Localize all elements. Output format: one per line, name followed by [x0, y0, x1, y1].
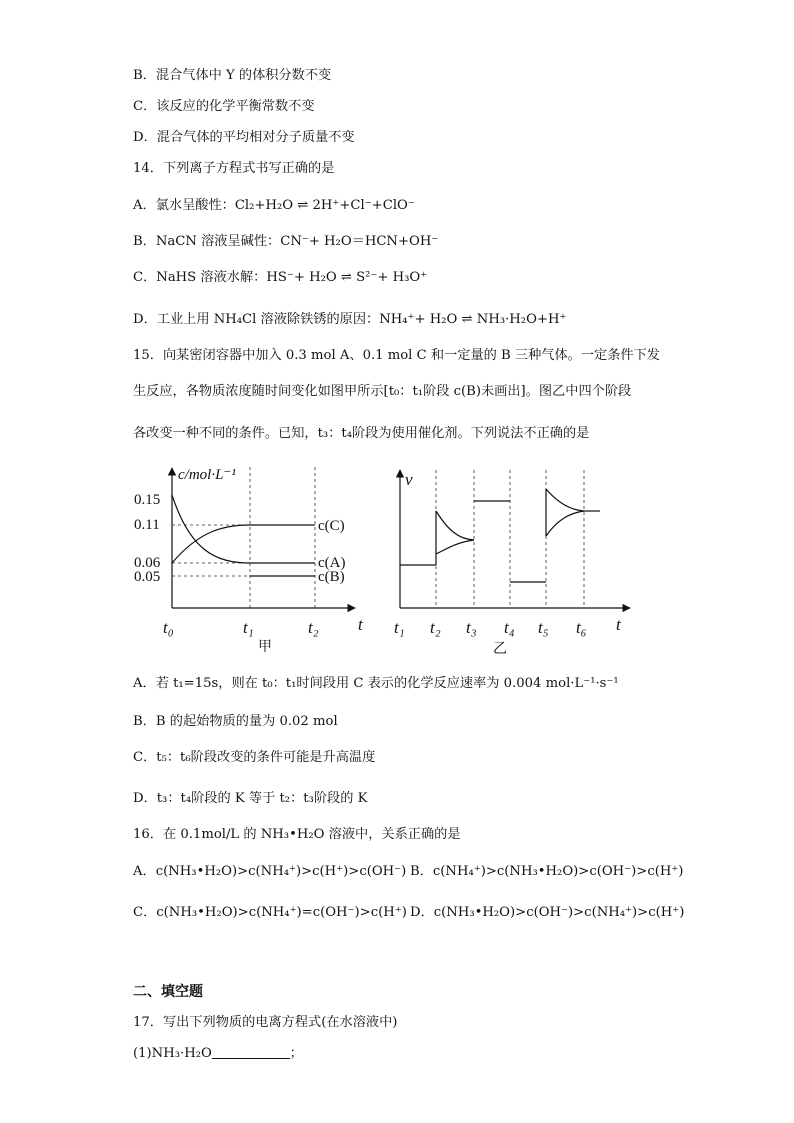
q13-option-b: B．混合气体中 Y 的体积分数不变 [133, 68, 332, 83]
q16-option-b: B．c(NH₄⁺)>c(NH₃•H₂O)>c(OH⁻)>c(H⁺) [410, 864, 684, 879]
jia-xtick-t2: t₂ [308, 618, 319, 637]
yi-ylabel: v [405, 470, 413, 489]
q13-option-d: D．混合气体的平均相对分子质量不变 [133, 130, 355, 145]
jia-legend-c: c(C) [318, 518, 345, 534]
yi-curve-2b [436, 540, 474, 554]
yi-xtick-t4: t₄ [504, 618, 515, 637]
yi-xtick-t6: t₆ [576, 618, 587, 637]
q17-stem: 17．写出下列物质的电离方程式(在水溶液中) [133, 1015, 398, 1030]
q14-option-b: B．NaCN 溶液呈碱性：CN⁻+ H₂O＝HCN+OH⁻ [133, 234, 439, 249]
q14-option-d: D．工业上用 NH₄Cl 溶液除铁锈的原因：NH₄⁺+ H₂O ⇌ NH₃·H₂O+H⁺ [133, 312, 567, 327]
q15-stem-line3: 各改变一种不同的条件。已知，t₃：t₄阶段为使用催化剂。下列说法不正确的是 [133, 426, 590, 441]
q14-stem: 14．下列离子方程式书写正确的是 [133, 161, 335, 176]
jia-ytick-0.15: 0.15 [134, 492, 161, 508]
q13-option-c: C．该反应的化学平衡常数不变 [133, 99, 315, 114]
q17-part1-answer-blank[interactable] [212, 1045, 290, 1059]
jia-caption: 甲 [258, 640, 272, 655]
yi-xtick-t5: t₅ [538, 618, 549, 637]
yi-xtick-t2: t₂ [430, 618, 441, 637]
q14-option-a: A．氯水呈酸性：Cl₂+H₂O ⇌ 2H⁺+Cl⁻+ClO⁻ [133, 198, 415, 213]
yi-curve-2a [436, 511, 474, 540]
q16-option-a: A．c(NH₃•H₂O)>c(NH₄⁺)>c(H⁺)>c(OH⁻) [133, 864, 407, 879]
q14-option-c: C．NaHS 溶液水解：HS⁻+ H₂O ⇌ S²⁻+ H₃O⁺ [133, 270, 428, 285]
jia-ytick-0.05: 0.05 [134, 569, 161, 585]
q15-option-a: A．若 t₁=15s，则在 t₀：t₁时间段用 C 表示的化学反应速率为 0.004 mol·L⁻¹·s⁻¹ [133, 676, 619, 691]
jia-legend-b: c(B) [318, 569, 345, 585]
q16-option-c: C．c(NH₃•H₂O)>c(NH₄⁺)=c(OH⁻)>c(H⁺) [133, 905, 407, 920]
jia-xlabel: t [358, 615, 363, 634]
yi-xtick-t1: t₁ [394, 618, 405, 637]
jia-ytick-0.11: 0.11 [134, 517, 160, 533]
q15-option-c: C．t₅：t₆阶段改变的条件可能是升高温度 [133, 750, 376, 765]
yi-caption: 乙 [493, 642, 507, 657]
q17-part1-label: (1)NH₃·H₂O [133, 1046, 212, 1061]
jia-xtick-t0: t₀ [163, 618, 174, 637]
section-heading-fill-in: 二、填空题 [133, 984, 203, 1000]
jia-curve-a [172, 495, 315, 563]
q16-option-d: D．c(NH₃•H₂O)>c(OH⁻)>c(NH₄⁺)>c(H⁺) [410, 905, 685, 920]
q15-stem-line2: 生反应，各物质浓度随时间变化如图甲所示[t₀：t₁阶段 c(B)未画出]。图乙中四个阶段 [133, 384, 632, 399]
q15-stem-line1: 15．向某密闭容器中加入 0.3 mol A、0.1 mol C 和一定量的 B 三种气体。一定条件下发 [133, 348, 660, 363]
q15-option-d: D．t₃：t₄阶段的 K 等于 t₂：t₃阶段的 K [133, 791, 368, 806]
jia-xtick-t1: t₁ [243, 618, 254, 637]
jia-ylabel: c/mol·L⁻¹ [178, 467, 236, 483]
yi-xlabel: t [616, 615, 621, 634]
q15-figures [0, 455, 794, 665]
q17-part1-semicolon: ； [289, 1046, 303, 1061]
jia-ytick-0.06: 0.06 [134, 555, 161, 571]
jia-legend-a: c(A) [318, 555, 346, 571]
yi-curve-5a [546, 489, 584, 511]
q16-stem: 16．在 0.1mol/L 的 NH₃•H₂O 溶液中，关系正确的是 [133, 827, 461, 842]
yi-curve-5b [546, 511, 584, 536]
chart-jia [134, 467, 364, 655]
jia-curve-c [172, 525, 315, 563]
yi-xtick-t3: t₃ [466, 618, 477, 637]
q15-option-b: B．B 的起始物质的量为 0.02 mol [133, 714, 338, 729]
q17-part1 [133, 1045, 303, 1063]
chart-yi [394, 470, 630, 657]
